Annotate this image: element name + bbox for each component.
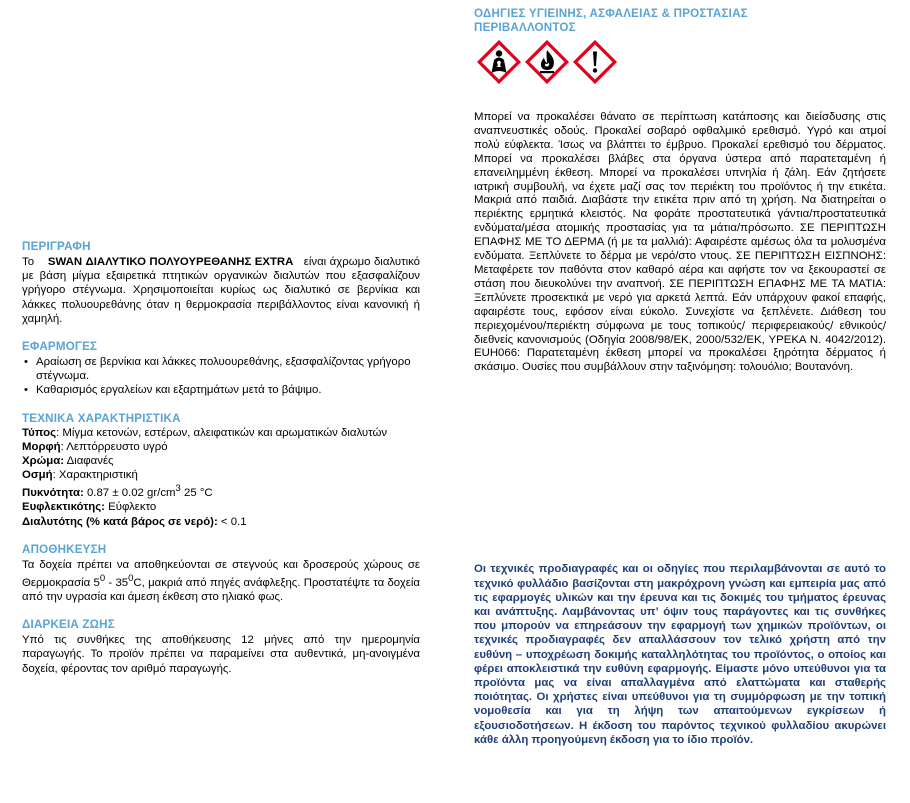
technical-section xyxy=(22,412,420,529)
list-item: • Καθαρισμός εργαλείων και εξαρτημάτων μετά το βάψιμο. xyxy=(22,383,420,397)
product-name: SWAN ΔΙΑΛΥΤΙΚΟ ΠΟΛΥΟΥΡΕΘΑΝΗΣ EXTRA xyxy=(47,256,294,268)
description-section xyxy=(22,240,420,326)
safety-heading: ΟΔΗΓΙΕΣ ΥΓΙΕΙΝΗΣ, ΑΣΦΑΛΕΙΑΣ & ΠΡΟΣΤΑΣΙΑΣ ΠΕΡΙΒΑΛΛΟΝΤΟΣ xyxy=(474,7,748,34)
spec-odor: Οσμή: Χαρακτηριστική xyxy=(22,469,138,482)
applications-list xyxy=(22,355,420,398)
spec-type: Τύπος: Μίγμα κετονών, εστέρων, αλειφατικών και αρωματικών διαλυτών xyxy=(22,426,388,439)
description-heading: ΠΕΡΙΓΡΑΦΗ xyxy=(22,240,91,253)
applications-section xyxy=(22,340,420,398)
hazard-statements: Μπορεί να προκαλέσει θάνατο σε περίπτωση κατάποσης και διείσδυσης στις αναπνευστικές οδούς. Προκαλεί σοβαρό οφθαλμικό ερεθισμό. Υγρό και ατμοί πολύ εύφλεκτα. Ίσως να βλάπτει το έμβρυο. Προκαλεί ερεθισμό του δέρματος. Μπορεί να προκαλέσει βλάβες στα όργανα ύστερα από παρατεταμένη ή επανειλημμένη έκθεση. Μπορεί να προκαλέσει υπνηλία ή ζάλη. Εάν ζητήσετε ιατρική συμβουλή, να έχετε μαζί σας τον περιέκτη του προϊόντος ή την ετικέτα. Μακριά από παιδιά. Διαβάστε την ετικέτα πριν από τη χρήση. Να διατηρείται ο περιέκτης ερμητικά κλειστός. Να φοράτε προστατευτικά γάντια/προστατευτικά ενδύματα/μέσα ατομικής προστασίας για τα μάτια/πρόσωπο. ΣΕ ΠΕΡΙΠΤΩΣΗ ΕΠΑΦΗΣ ΜΕ ΤΟ ΔΕΡΜΑ (ή με τα μαλλιά): Αφαιρέστε αμέσως όλα τα μολυσμένα ενδύματα. Ξεπλύνετε το δέρμα με νερό/στο ντους. ΣΕ ΠΕΡΙΠΤΩΣΗ ΕΙΣΠΝΟΗΣ: Μεταφέρετε τον παθόντα στον καθαρό αέρα και αφήστε τον να ξεκουραστεί σε στάση που διευκολύνει την αναπνοή. ΣΕ ΠΕΡΙΠΤΩΣΗ ΕΠΑΦΗΣ ΜΕ ΤΑ ΜΑΤΙΑ: Ξεπλύνετε προσεκτικά με νερό για αρκετά λεπτά. Εάν υπάρχουν φακοί επαφής, αφαιρέστε τους, εφόσον είναι εύκολο. Συνεχίστε να ξεπλένετε. Διάθεση του περιεχομένου/περιέκτη σύμφωνα με τους τοπικούς/ περιφερειακούς/ εθνικούς/διεθνείς κανονισμούς (Οδηγία 2008/98/ΕΚ, 2000/532/ΕΚ, ΥΡΕΚΑ Ν. 4042/2012). EUH066: Παρατεταμένη έκθεση μπορεί να προκαλέσει ξηρότητα δέρματος ή σκάσιμο. Ουσίες που συμβάλλουν στην ταξινόμηση: τολουόλιο; Βουτανόνη. xyxy=(474,111,886,374)
technical-heading: ΤΕΧΝΙΚΑ ΧΑΡΑΚΤΗΡΙΣΤΙΚΑ xyxy=(22,411,181,425)
description-text: Το SWAN ΔΙΑΛΥΤΙΚΟ ΠΟΛΥΟΥΡΕΘΑΝΗΣ EXTRA είναι άχρωμο διαλυτικό με βάση μίγμα εξαιρετικά πτητικών οργανικών διαλυτών που εξασφαλίζουν γρήγορο στέγνωμα. Χρησιμοποιείται κυρίως ως διαλυτικό σε βερνίκια και λάκκες πολυουρεθάνης όταν η θερμοκρασία περιβάλλοντος είναι κανονική ή χαμηλή. xyxy=(22,256,420,325)
shelf-life-section xyxy=(22,618,420,676)
spec-form: Μορφή: Λεπτόρρευστο υγρό xyxy=(22,440,168,453)
applications-heading: ΕΦΑΡΜΟΓΕΣ xyxy=(22,340,98,354)
spec-color: Χρώμα: Διαφανές xyxy=(22,455,114,468)
list-item: • Αραίωση σε βερνίκια και λάκκες πολυουρεθάνης, εξασφαλίζοντας γρήγορο στέγνωμα. xyxy=(22,355,420,383)
flame-icon xyxy=(525,40,569,84)
disclaimer-text: Οι τεχνικές προδιαγραφές και οι οδηγίες που περιλαμβάνονται σε αυτό το τεχνικό φυλλάδιο βασίζονται στη μακρόχρονη γνώση και εμπειρία μας από τις εφαρμογές υλικών και την έρευνα και τις δοκιμές του τμήματος έρευνας και ανάπτυξης. Λαμβάνοντας υπ’ όψιν τους παράγοντες και τις συνθήκες που μπορούν να επηρεάσουν την εφαρμογή των χημικών προϊόντων, οι τεχνικές προδιαγραφές δεν απαλλάσσουν τον τελικό χρήστη από την ευθύνη – υποχρέωση δοκιμής καταλληλότητας του προϊόντος, ο οποίος και φέρει αποκλειστικά την ευθύνη εφαρμογής. Είμαστε μόνο υπεύθυνοι για τα προϊόντα μας να είναι απαλλαγμένα από ελαττώματα και σταθερής ποιότητας. Οι χρήστες είναι υπεύθυνοι για τη συμμόρφωση με την τοπική νομοθεσία και για τη λήψη των απαιτούμενων εγκρίσεων ή εξουσιοδοτήσεων. Η έκδοση του παρόντος τεχνικού φυλλαδίου ακυρώνει κάθε άλλη προηγούμενη έκδοση για το ίδιο προϊόν. xyxy=(474,563,886,746)
ghs-pictograms xyxy=(477,40,886,84)
spec-density: Πυκνότητα: 0.87 ± 0.02 $gr/cm^3$ 25 °C xyxy=(22,483,213,500)
spec-solubility: Διαλυτότης (% κατά βάρος σε νερό): < 0.1 xyxy=(22,515,247,528)
storage-section xyxy=(22,543,420,604)
storage-heading: ΑΠΟΘΗΚΕΥΣΗ xyxy=(22,542,107,556)
spec-flammability: Ευφλεκτικότης: Εύφλεκτο xyxy=(22,501,157,514)
exclamation-icon xyxy=(573,40,617,84)
health-hazard-icon xyxy=(477,40,521,84)
storage-text: Τα δοχεία πρέπει να αποθηκεύονται σε στεγνούς και δροσερούς χώρους σε Θερμοκρασία $5^0 - 35^0C$, μακριά από πηγές ανάφλεξης. Προστατέψτε τα δοχεία από την υγρασία και άμεση έκθεση στο ηλιακό φως. xyxy=(22,558,420,604)
product-info xyxy=(22,240,420,690)
shelf-life-heading: ΔΙΑΡΚΕΙΑ ΖΩΗΣ xyxy=(22,618,115,632)
safety-section xyxy=(474,7,886,375)
shelf-life-text: Υπό τις συνθήκες της αποθήκευσης 12 μήνες από την ημερομηνία παραγωγής. Το προϊόν πρέπει να παραμείνει στα αυθεντικά, μη-ανοιγμένα δοχεία, φέροντας τον αριθμό παραγωγής. xyxy=(22,634,420,675)
